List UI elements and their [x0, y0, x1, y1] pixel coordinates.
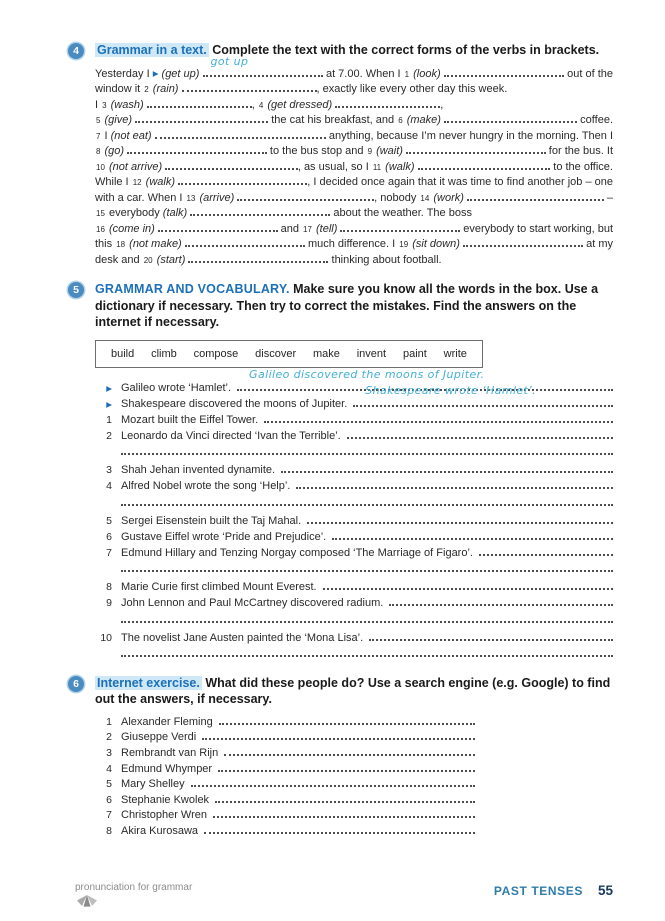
exercise-item: [95, 410, 613, 426]
item-number: 4: [106, 480, 112, 493]
text-run: , as usual, so I: [297, 160, 372, 173]
word-box-word: invent: [356, 347, 387, 360]
handwritten-answer: Shakespeare wrote ‘Hamlet’.: [365, 383, 537, 397]
gap-number: 13: [186, 193, 196, 203]
ex4-text-line: [95, 79, 613, 95]
item-sentence: Sergei Eisenstein built the Taj Mahal.: [121, 514, 302, 527]
gap-number: 11: [372, 162, 382, 172]
verb-in-brackets: (talk): [162, 207, 191, 219]
ex4-text-line: [95, 203, 613, 219]
text-run: to the bus stop and: [266, 145, 367, 157]
text-run: about the weather. The boss: [330, 207, 472, 219]
text-run: , nobody: [374, 191, 420, 204]
exercise-4-title: Grammar in a text.: [97, 43, 207, 57]
answer-blank: [135, 110, 268, 123]
answer-blank: [155, 126, 326, 139]
item-sentence: The novelist Jane Austen painted the ‘Mona Lisa’.: [121, 631, 364, 644]
text-run: While I: [95, 176, 132, 188]
ex4-text-line: [95, 95, 613, 111]
answer-blank: [185, 234, 305, 247]
word-box-word: compose: [193, 347, 239, 360]
item-sentence: Gustave Eiffel wrote ‘Pride and Prejudice’.: [121, 530, 327, 543]
exercise-5-body: [95, 281, 613, 662]
exercise-5: [68, 281, 613, 662]
answer-line: [353, 383, 613, 407]
answer-line: [347, 426, 613, 439]
answer-line: [191, 774, 475, 787]
answer-blank: [406, 141, 546, 154]
exercise-item: [95, 577, 613, 593]
exercise-item: [95, 805, 475, 821]
answer-blank: [178, 172, 307, 185]
exercise-item: [95, 759, 475, 775]
exercise-6-body: [95, 675, 613, 837]
exercise-4-badge: 4: [68, 43, 84, 59]
item-number: 7: [106, 809, 112, 822]
gap-number: 14: [420, 193, 430, 203]
gap-number: 3: [102, 100, 107, 110]
exercise-item: [95, 543, 613, 559]
exercise-5-instructions: Make sure you know all the words in the box. Use a dictionary if necessary. Then try to correct the mistakes. Find the answers on the internet if necessary.: [95, 282, 599, 329]
person-name: Rembrandt van Rijn: [121, 746, 219, 759]
answer-blank: [158, 219, 278, 232]
exercise-5-badge: 5: [68, 282, 84, 298]
answer-line: [264, 410, 613, 423]
answer-line: [219, 712, 475, 725]
exercise-6-badge: 6: [68, 676, 84, 692]
answer-line: [479, 543, 613, 556]
item-number: 6: [106, 530, 112, 543]
verb-in-brackets: (rain): [149, 83, 182, 95]
verb-in-brackets: (look): [410, 67, 444, 80]
text-run: I: [95, 98, 102, 111]
text-run: Yesterday I: [95, 67, 153, 80]
answer-blank: [340, 219, 460, 232]
answer-line: [218, 759, 475, 772]
word-box: [95, 340, 483, 368]
answer-line: [369, 628, 613, 641]
item-number: 1: [106, 413, 112, 426]
answer-blank: [463, 234, 583, 247]
gap-number: 20: [143, 255, 153, 265]
section-label: PAST TENSES: [493, 884, 583, 898]
gap-number: 1: [404, 69, 410, 79]
answer-blank: [188, 250, 328, 263]
word-box-word: paint: [402, 347, 427, 360]
verb-in-brackets: (make): [403, 114, 445, 126]
answer-blank: [182, 79, 317, 92]
ex4-text-line: [95, 141, 613, 157]
item-sentence: Galileo wrote ‘Hamlet’.: [121, 381, 232, 394]
exercise-item: [95, 527, 613, 543]
text-run: the cat his breakfast, and: [268, 114, 398, 126]
exercise-item: [95, 460, 613, 476]
person-name: Edmund Whymper: [121, 762, 213, 775]
item-number: 9: [106, 597, 112, 610]
handwritten-answer: Galileo discovered the moons of Jupiter.: [249, 367, 485, 381]
text-run: –: [603, 191, 613, 204]
gap-number: 15: [96, 209, 105, 218]
answer-blank: [203, 54, 323, 77]
answer-line: [307, 511, 613, 524]
item-number: 5: [106, 778, 112, 791]
exercise-6-heading: [95, 675, 613, 708]
pronunciation-icon: [76, 893, 98, 912]
answer-blank: [147, 95, 252, 108]
answer-line: [323, 577, 613, 590]
text-run: ,: [251, 98, 258, 111]
ex4-text-line: [95, 188, 613, 204]
item-sentence: Alfred Nobel wrote the song ‘Help’.: [121, 480, 291, 493]
exercise-item: [95, 821, 475, 837]
verb-in-brackets: (start): [153, 253, 189, 266]
answer-blank: [444, 110, 577, 123]
answer-line: [213, 805, 475, 818]
item-number: 3: [106, 464, 112, 477]
item-sentence: Mozart built the Eiffel Tower.: [121, 413, 259, 426]
gap-number: 2: [144, 85, 149, 94]
gap-number: 10: [96, 162, 105, 172]
word-box-word: write: [443, 347, 467, 360]
gap-number: 16: [96, 224, 105, 234]
person-name: Giuseppe Verdi: [121, 731, 197, 744]
person-name: Akira Kurosawa: [121, 824, 199, 837]
person-name: Alexander Fleming: [121, 715, 213, 728]
text-run: ,: [440, 98, 444, 111]
text-run: desk and: [95, 253, 143, 266]
item-sentence: Shakespeare discovered the moons of Jupiter.: [121, 397, 348, 410]
answer-line: [204, 821, 475, 834]
text-run: window it: [95, 83, 144, 95]
item-number: 1: [106, 715, 112, 728]
gap-number: 8: [96, 147, 101, 156]
text-run: much difference. I: [304, 238, 399, 250]
gap-number: 18: [116, 240, 126, 249]
verb-in-brackets: (wash): [107, 98, 147, 111]
gap-number: 4: [258, 100, 264, 110]
footer-right: [494, 883, 613, 898]
answer-blank: [418, 157, 551, 170]
exercise-5-title: GRAMMAR AND VOCABULARY.: [95, 282, 290, 296]
item-sentence: John Lennon and Paul McCartney discovered radium.: [121, 597, 384, 610]
ex4-text-line: [95, 250, 613, 266]
answer-blank: [237, 188, 374, 201]
answer-line: [389, 593, 613, 606]
verb-in-brackets: (walk): [142, 176, 179, 188]
verb-in-brackets: (not eat): [110, 129, 155, 142]
verb-in-brackets: (not make): [126, 238, 185, 250]
exercise-6-instructions: What did these people do? Use a search engine (e.g. Google) to find out the answers, if necessary.: [95, 675, 611, 707]
text-run: coffee.: [577, 114, 614, 126]
verb-in-brackets: (give): [101, 114, 136, 126]
answer-blank: [165, 157, 298, 170]
text-run: to the office.: [550, 160, 613, 173]
answer-blank: [127, 141, 267, 154]
ex4-text-line: [95, 54, 614, 80]
item-number: 10: [100, 631, 112, 644]
item-number: 6: [106, 793, 112, 806]
answer-line: [296, 476, 613, 489]
text-run: , I decided once again that it was time to find another job – one: [307, 176, 613, 188]
answer-line: [281, 460, 613, 473]
text-run: for the bus. It: [545, 145, 614, 157]
exercise-item: [95, 593, 613, 609]
example-arrow-icon: ▶: [152, 68, 159, 78]
gap-number: 5: [96, 116, 101, 125]
exercise-4-heading: [95, 42, 613, 59]
text-run: at 7.00. When I: [322, 67, 404, 80]
item-number: 2: [106, 731, 112, 744]
person-name: Christopher Wren: [121, 809, 207, 822]
exercise-5-items: [95, 367, 613, 657]
verb-in-brackets: (go): [101, 145, 128, 157]
verb-in-brackets: (get up): [158, 67, 203, 80]
ex4-text-line: [95, 172, 613, 188]
exercise-item: [95, 727, 475, 743]
item-number: 2: [106, 430, 112, 443]
verb-in-brackets: (work): [430, 191, 467, 204]
answer-blank: [444, 64, 564, 77]
item-sentence: Edmund Hillary and Tenzing Norgay composed ‘The Marriage of Figaro’.: [121, 547, 473, 559]
exercise-item: [95, 628, 613, 644]
verb-in-brackets: (tell): [312, 222, 341, 235]
person-name: Mary Shelley: [121, 778, 185, 791]
answer-blank: [467, 188, 604, 201]
verb-in-brackets: (arrive): [196, 191, 238, 204]
word-box-word: make: [312, 347, 340, 360]
gap-number: 6: [398, 116, 403, 125]
item-number: 4: [106, 762, 112, 775]
text-run: I: [101, 129, 111, 142]
exercise-item: [95, 712, 475, 728]
answer-line: [332, 527, 613, 540]
text-run: this: [95, 238, 116, 250]
text-run: at my: [583, 238, 614, 250]
item-number: 8: [106, 581, 112, 594]
text-run: and: [277, 222, 303, 235]
answer-blank: [335, 95, 440, 108]
item-sentence: Shah Jehan invented dynamite.: [121, 464, 276, 477]
item-sentence: Marie Curie first climbed Mount Everest.: [121, 581, 317, 594]
verb-in-brackets: (walk): [382, 160, 418, 173]
word-box-word: discover: [255, 347, 297, 360]
person-name: Stephanie Kwolek: [121, 793, 210, 806]
handwritten-answer: got up: [210, 54, 249, 68]
exercise-5-heading: [95, 281, 613, 331]
verb-in-brackets: (get dressed): [264, 98, 336, 111]
word-box-word: build: [111, 347, 135, 360]
text-run: out of the: [564, 67, 614, 80]
item-number: 7: [106, 547, 112, 559]
ex4-text-line: [95, 157, 613, 173]
text-run: thinking about football.: [328, 253, 442, 266]
exercise-4-text: [95, 54, 614, 266]
exercise-6-items: [95, 712, 475, 837]
gap-number: 17: [303, 224, 312, 234]
item-sentence: Leonardo da Vinci directed ‘Ivan the Terrible’.: [121, 430, 341, 443]
exercise-6: [68, 675, 613, 837]
exercise-6-title: Internet exercise.: [97, 675, 200, 690]
item-number: 5: [106, 514, 112, 527]
text-run: everybody to start working, but: [460, 222, 614, 235]
exercise-item: [95, 426, 613, 442]
exercise-item: [95, 790, 475, 806]
item-number: 8: [106, 824, 112, 837]
answer-line: [202, 727, 475, 740]
example-arrow-icon: ▶: [106, 383, 112, 393]
text-run: anything, because I’m never hungry in the morning. Then I: [325, 129, 613, 142]
text-run: with a car. When I: [95, 191, 186, 204]
word-box-word: climb: [151, 347, 177, 360]
item-number: 3: [106, 746, 112, 759]
verb-in-brackets: (come in): [105, 222, 158, 235]
exercise-item: [95, 743, 475, 759]
exercise-4-instructions: Complete the text with the correct forms of the verbs in brackets.: [208, 43, 600, 57]
example-arrow-icon: ▶: [106, 399, 112, 409]
ex4-text-line: [95, 234, 613, 250]
answer-line: [215, 790, 475, 803]
answer-blank: [190, 203, 330, 216]
text-run: everybody: [105, 207, 163, 219]
ex4-text-line: [95, 219, 613, 235]
page-content: [68, 42, 613, 837]
page-number: 55: [597, 883, 613, 898]
gap-number: 12: [132, 178, 142, 187]
ex4-text-line: [95, 110, 613, 126]
exercise-item: [95, 774, 475, 790]
footer-left-label: pronunciation for grammar: [75, 882, 193, 893]
exercise-item: [95, 511, 613, 527]
exercise-4: [68, 42, 613, 265]
answer-line: [224, 743, 475, 756]
gap-number: 7: [96, 131, 101, 141]
ex4-text-line: [95, 126, 613, 142]
text-run: , exactly like every other day this week.: [316, 83, 508, 95]
verb-in-brackets: (not arrive): [105, 160, 166, 173]
verb-in-brackets: (wait): [373, 145, 407, 157]
verb-in-brackets: (sit down): [409, 238, 463, 250]
gap-number: 9: [367, 147, 373, 156]
exercise-item: [95, 476, 613, 492]
gap-number: 19: [399, 240, 409, 249]
exercise-4-body: [95, 42, 613, 265]
